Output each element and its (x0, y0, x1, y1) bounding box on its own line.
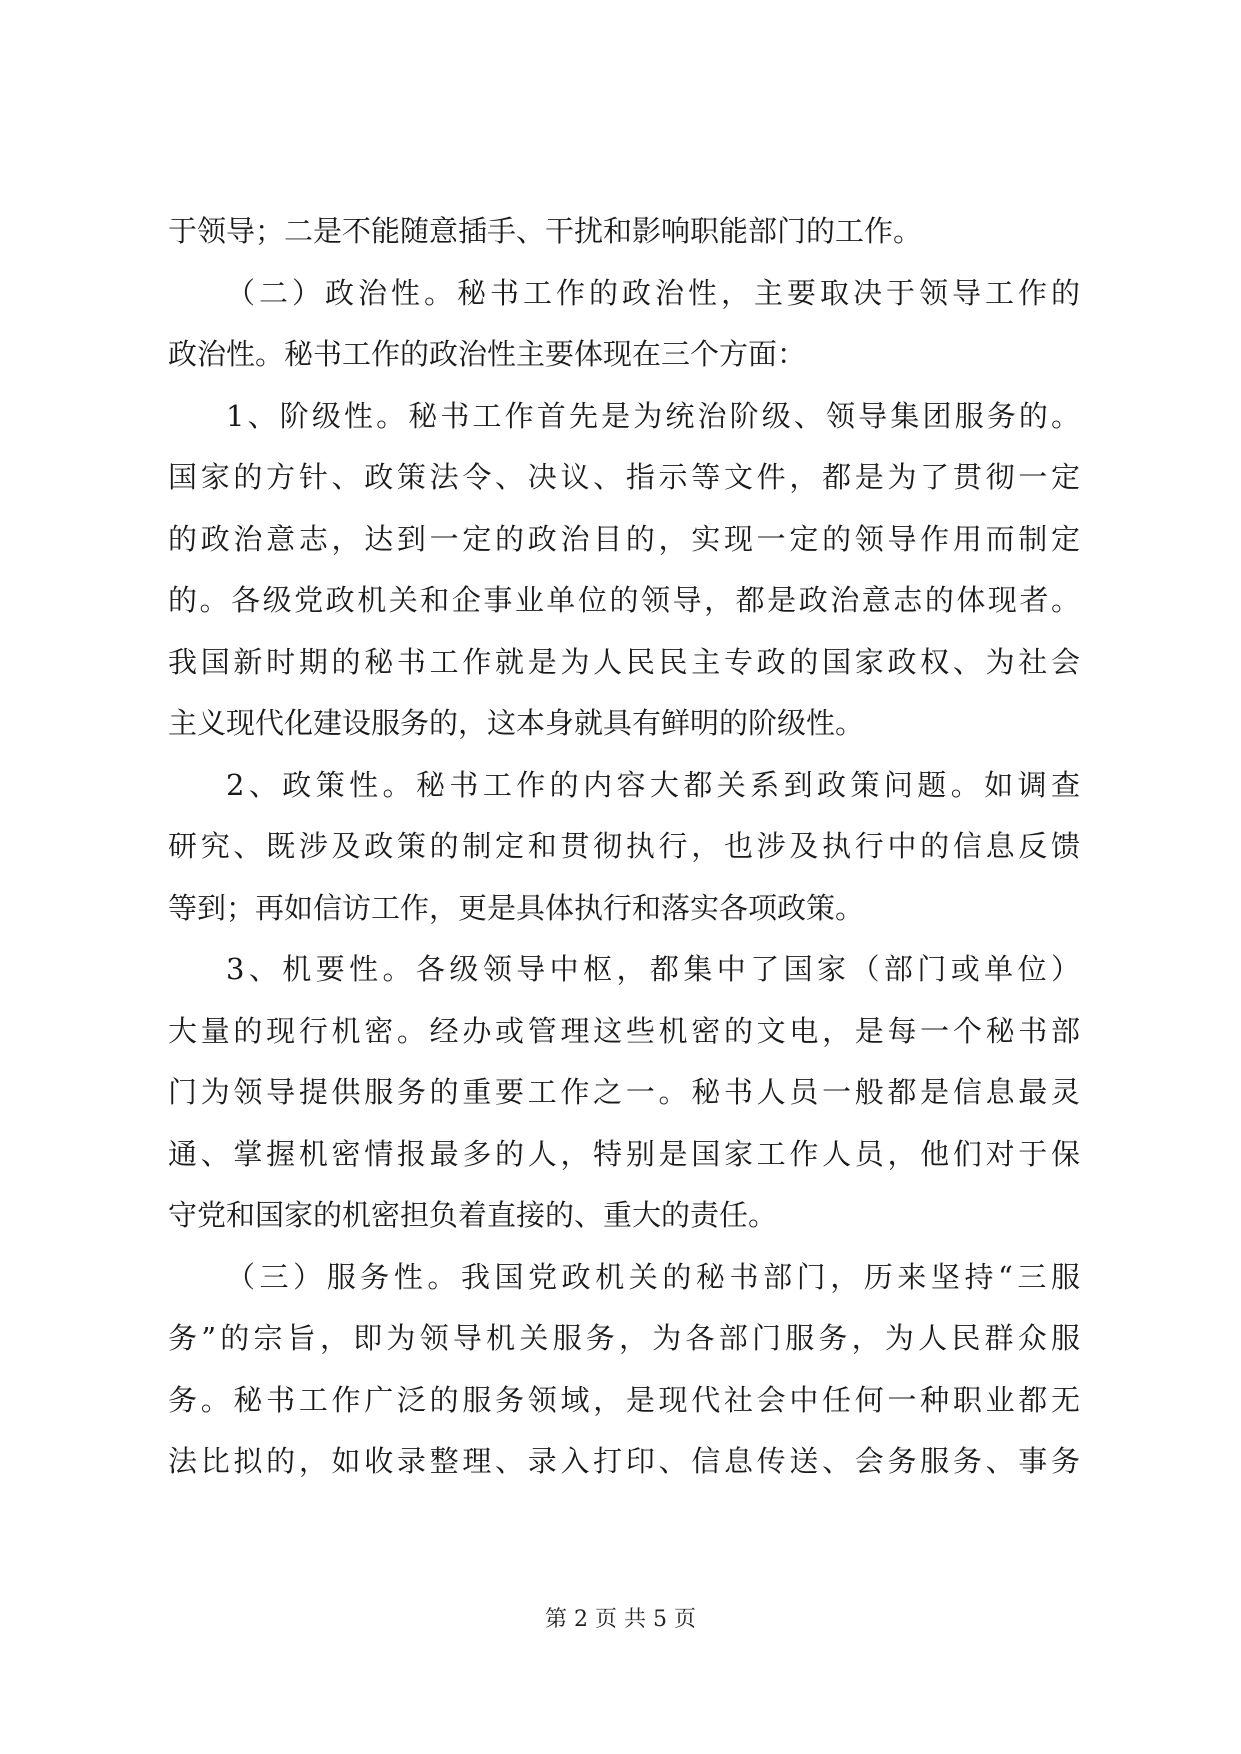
page-footer: 第 2 页 共 5 页 (545, 1607, 696, 1632)
text-line: 的。各级党政机关和企事业单位的领导，都是政治意志的体现者。 (168, 583, 1080, 617)
text-line: 我国新时期的秘书工作就是为人民民主专政的国家政权、为社会 (168, 644, 1080, 679)
text-line: 国家的方针、政策法令、决议、指示等文件，都是为了贯彻一定 (168, 460, 1080, 494)
text-line: 研究、既涉及政策的制定和贯彻执行，也涉及执行中的信息反馈 (168, 829, 1080, 863)
text-line: 的政治意志，达到一定的政治目的，实现一定的领导作用而制定 (168, 521, 1080, 556)
text-line: 主义现代化建设服务的，这本身就具有鲜明的阶级性。 (168, 706, 865, 740)
text-line: 于领导；二是不能随意插手、干扰和影响职能部门的工作。 (168, 214, 923, 248)
text-line: 法比拟的，如收录整理、录入打印、信息传送、会务服务、事务 (168, 1444, 1080, 1478)
text-line: 大量的现行机密。经办或管理这些机密的文电，是每一个秘书部 (168, 1013, 1080, 1048)
text-line: （二）政治性。秘书工作的政治性，主要取决于领导工作的 (226, 275, 1080, 310)
text-line: 务。秘书工作广泛的服务领域，是现代社会中任何一种职业都无 (168, 1382, 1080, 1417)
text-line: 2、政策性。秘书工作的内容大都关系到政策问题。如调查 (226, 767, 1080, 802)
text-line: 1、阶级性。秘书工作首先是为统治阶级、领导集团服务的。 (226, 398, 1080, 433)
text-line: 务”的宗旨，即为领导机关服务，为各部门服务，为人民群众服 (168, 1321, 1080, 1355)
text-line: 通、掌握机密情报最多的人，特别是国家工作人员，他们对于保 (168, 1136, 1080, 1171)
text-line: 政治性。秘书工作的政治性主要体现在三个方面： (168, 337, 807, 371)
text-line: （三）服务性。我国党政机关的秘书部门，历来坚持“三服 (226, 1259, 1080, 1294)
body-text (168, 201, 1080, 1493)
text-line: 守党和国家的机密担负着直接的、重大的责任。 (168, 1198, 778, 1232)
text-line: 门为领导提供服务的重要工作之一。秘书人员一般都是信息最灵 (168, 1075, 1080, 1109)
text-line: 等到；再如信访工作，更是具体执行和落实各项政策。 (168, 890, 865, 925)
text-line: 3、机要性。各级领导中枢，都集中了国家（部门或单位） (226, 952, 1080, 986)
